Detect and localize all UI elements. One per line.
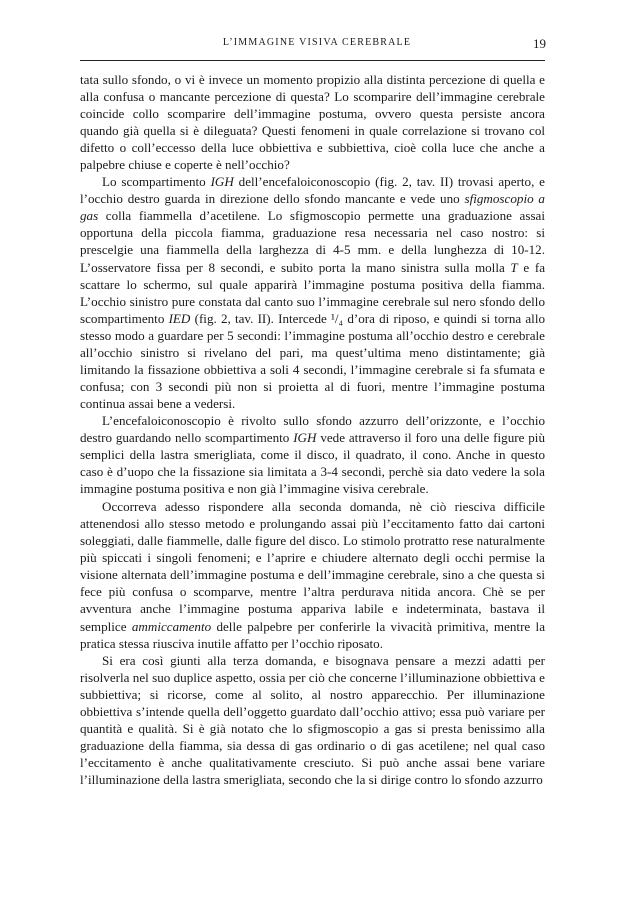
header-rule [80, 60, 545, 61]
text-run: (fig. 2, tav. II). Intercede ¹/₄ d’ora di riposo, e quindi si torna allo stesso modo a guardare per 5 secondi: l’immagine postuma all’occhio destro e cerebrale all’occhio sinistro si rivelano del pari, ma quest’ultima meno distintamente; già limitando la fissazione obbiettiva a soli 4 secondi, l’immagine cerebrale si fa sfumata e confusa; con 3 secondi più non si proietta al di fuori, mentre l’immagine postuma continua assai bene a vedersi. [80, 310, 546, 411]
paragraph-3 [80, 412, 545, 497]
text-run: Occorreva adesso rispondere alla seconda domanda, nè ciò riesciva difficile attenendosi allo stesso metodo e prolungando assai più l’eccitamento fatto dai cartoni soleggiati, dalle fiammelle, dalle figure del disco. Lo stimolo protratto rese naturalmente più spiccati i singoli fenomeni; e l’aprire e chiudere alternato degli occhi permise la visione alternata dell’immagine postuma e dell’immagine cerebrale, sino a che questa si fece più confusa o scomparve, mentre l’altra perdurava nitida ancora. Chè se per avventura anche l’immagine postuma appariva labile e indeterminata, bastava il semplice [80, 499, 545, 634]
italic-term: ammiccamento [131, 618, 212, 634]
text-run: Lo scompartimento [102, 174, 211, 190]
text-run: colla fiammella d’acetilene. Lo sfigmoscopio permette una graduazione assai opportuna della piccola fiamma, graduazione resa necessaria nel caso nostro: si prescelgie una fiammella della larghezza di 4-5 mm. e della lunghezza di 10-12. L’osservatore fissa per 8 secondi, e subito porta la mano sinistra sulla molla [80, 208, 545, 275]
body-text [80, 71, 545, 788]
italic-term: IGH [293, 429, 317, 445]
paragraph-4 [80, 498, 545, 651]
italic-term: T [510, 259, 518, 275]
italic-term: sfigmoscopio a gas [80, 191, 545, 224]
text-run: vede attraverso il foro una delle figure più semplici della lastra smerigliata, come il disco, il quadrato, il cono. Anche in questo caso è d’uopo che la fissazione sia limitata a 3-4 secondi, perchè sia dato vedere la sola immagine postuma positiva e non già l’immagine visiva cerebrale. [80, 429, 545, 497]
text-run: L’encefaloiconoscopio è rivolto sullo sfondo azzurro dell’orizzonte, e l’occhio destro guardando nello scompartimento [80, 412, 545, 445]
paragraph-2 [80, 173, 545, 412]
paragraph-1: tata sullo sfondo, o vi è invece un momento propizio alla distinta percezione di quella e alla confusa o mancante percezione di questa? Lo scomparire dell’immagine cerebrale coincide collo scomparire dell’immagine postuma, ovvero questa persiste ancora quando già quella si è dileguata? Questi fenomeni in quale correlazione si trovano col difetto o coll’eccesso della luce obbiettiva e subbiettiva, cioè colla luce che anche a palpebre chiuse e coperte è nell’occhio? [80, 72, 545, 173]
text-run: dell’encefaloiconoscopio (fig. 2, tav. II) trovasi aperto, e l’occhio destro guarda in direzione dello sfondo mancante e vede uno [80, 174, 545, 207]
italic-term: IED [168, 310, 191, 326]
running-header-title: L’IMMAGINE VISIVA CEREBRALE [222, 37, 412, 48]
page-number: 19 [533, 36, 546, 51]
paragraph-5: Si era così giunti alla terza domanda, e bisognava pensare a mezzi adatti per risolverla nel suo duplice aspetto, ossia per ciò che concerne l’illuminazione obbiettiva e subbiettiva; si ricorse, come al solito, al nostro apparecchio. Per illuminazione obbiettiva s’intende quella dell’oggetto guardato dall’occhio attivo; essa può variare per quantità e qualità. Si è già notato che lo sfigmoscopio a gas si presta benissimo alla graduazione della fiamma, sia dessa di gas ordinario o di gas acetilene; nel qual caso l’eccitamento è anche qualitativamente cresciuto. Si può anche assai bene variare l’illuminazione della lastra smerigliata, secondo che la si dirige contro lo sfondo azzurro [80, 652, 545, 787]
italic-term: IGH [210, 174, 234, 190]
text-run: e fa scattare lo schermo, sul quale apparirà l’immagine postuma positiva della fiamma. L’occhio sinistro pure constata dal canto suo l’immagine cerebrale sul nero sfondo dello scompartimento [80, 259, 546, 326]
text-run: delle palpebre per conferirle la vivacità primitiva, mentre la pratica stessa riusciva inutile affatto per l’occhio riposato. [80, 618, 546, 651]
